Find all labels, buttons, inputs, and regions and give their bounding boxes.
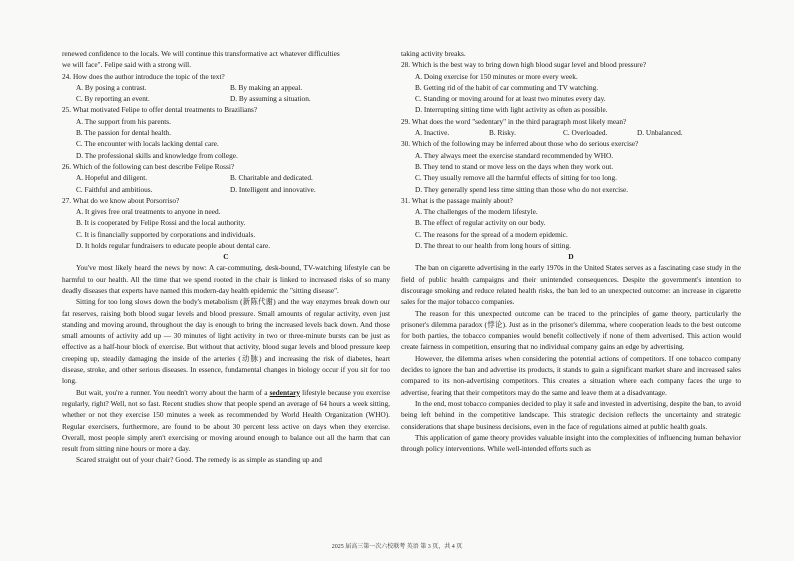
q29-option-a: A. Inactive.	[415, 128, 450, 138]
q27-option-c: C. It is financially supported by corporations and individuals.	[76, 229, 256, 239]
q24-options-row1	[76, 82, 390, 93]
q24-option-d: D. By assuming a situation.	[230, 94, 311, 104]
passage-c-paragraph-3	[62, 387, 390, 455]
passage-c-paragraph-2: Sitting for too long slows down the body's metabolism (新陈代谢) and the way enzymes break down our fat reserves, raising both blood sugar levels and blood pressure. Small amounts of regular activity, even just standing and moving around, throughout the day is enough to bring the increased levels back down. And those small amounts of activity add up — 30 minutes of light activity in two or three-minute bursts can be just as effective as a half-hour block of exercise. But without that activity, blood sugar levels and blood pressure keep creeping up, steadily damaging the inside of the arteries (动脉) and increasing the risk of diabetes, heart disease, stroke, and other serious diseases. In essence, fundamental changes in biology occur if you sit for too long.	[62, 297, 390, 386]
q24-stem: 24. How does the author introduce the topic of the text?	[62, 71, 225, 81]
q25-option-d: D. The professional skills and knowledge from college.	[76, 150, 238, 160]
q26-stem: 26. Which of the following can best describe Felipe Rossi?	[62, 161, 235, 171]
p3-after: lifestyle because you exercise regularly, right? Well, not so fast. Recent studies show that people spend an average of 64 hours a week sitting, whether or not they exercise 150 minutes a week as recommended by World Health Organization (WHO). Regular exercisers, furthermore, are found to be about 30 percent less active on days when they exercise. Overall, most people simply aren't exercising or moving around enough to balance out all the harm that can result from sitting nine hours or more a day.	[62, 387, 390, 454]
q26-options-row2	[76, 184, 390, 195]
q28-option-a: A. Doing exercise for 150 minutes or more every week.	[415, 71, 578, 81]
q26-option-a: A. Hopeful and diligent.	[76, 173, 148, 183]
q26-options-row1	[76, 172, 390, 183]
intro-line-2: we will face". Felipe said with a strong will.	[62, 60, 192, 70]
q25-option-c: C. The encounter with locals lacking dental care.	[76, 139, 219, 149]
q30-option-d: D. They generally spend less time sitting than those who do not exercise.	[415, 184, 629, 194]
q29-option-c: C. Overloaded.	[563, 128, 608, 138]
q31-stem: 31. What is the passage mainly about?	[401, 195, 513, 205]
passage-d-paragraph-3: However, the dilemma arises when considering the potential actions of competitors. If one tobacco company decides to ignore the ban and advertise its products, it stands to gain a significant market share and increased sales compared to its non-advertising competitors. This creates a situation where each company faces the urge to advertise, fearing that their competitors may do the same and leave them at a disadvantage.	[401, 353, 741, 397]
q31-option-c: C. The reasons for the spread of a modern epidemic.	[415, 229, 568, 239]
q27-stem: 27. What do we know about Porsorriso?	[62, 195, 180, 205]
q29-stem: 29. What does the word "sedentary" in the third paragraph most likely mean?	[401, 116, 627, 126]
q27-option-a: A. It gives free oral treatments to anyone in need.	[76, 207, 221, 217]
passage-d-paragraph-4: In the end, most tobacco companies decided to play it safe and invested in advertising, despite the ban, to avoid being left behind in the competitive landscape. This strategic decision reflects the uncertainty and strategic considerations that shape business decisions, even in the face of regulations aimed at public health goals.	[401, 398, 741, 431]
underlined-word-sedentary: sedentary	[269, 387, 300, 397]
passage-d-paragraph-1: The ban on cigarette advertising in the early 1970s in the United States serves as a fascinating case study in the field of public health campaigns and their unintended consequences. Despite the government's intention to discourage smoking and reduce related health risks, the ban led to an unexpected outcome: an increase in cigarette sales for the major tobacco companies.	[401, 263, 741, 307]
q29-option-d: D. Unbalanced.	[637, 128, 683, 138]
q27-option-d: D. It holds regular fundraisers to educate people about dental care.	[76, 241, 271, 251]
q29-options	[415, 127, 741, 138]
right-column	[401, 48, 741, 454]
q28-option-c: C. Standing or moving around for at least two minutes every day.	[415, 94, 606, 104]
q28-option-d: D. Interrupting sitting time with light activity as often as possible.	[415, 105, 608, 115]
q28-stem: 28. Which is the best way to bring down high blood sugar level and blood pressure?	[401, 60, 647, 70]
q24-options-row2	[76, 93, 390, 104]
q31-option-b: B. The effect of regular activity on our body.	[415, 218, 546, 228]
q25-option-a: A. The support from his parents.	[76, 116, 171, 126]
continuation-line: taking activity breaks.	[401, 49, 466, 58]
q30-option-b: B. They tend to stand or move less on the days when they work out.	[415, 161, 614, 171]
page-footer: 2025 届高三第一次六校联考 英语 第 3 页，共 4 页	[331, 544, 463, 550]
q31-option-d: D. The threat to our health from long hours of sitting.	[415, 241, 571, 251]
q28-option-b: B. Getting rid of the habit of car commuting and TV watching.	[415, 82, 599, 92]
q31-option-a: A. The challenges of the modern lifestyle.	[415, 207, 538, 217]
q24-option-a: A. By posing a contrast.	[76, 82, 147, 92]
q26-option-b: B. Charitable and dedicated.	[230, 173, 313, 183]
intro-line-1: renewed confidence to the locals. We will continue this transformative act whatever difficulties	[62, 49, 340, 58]
q27-option-b: B. It is cooperated by Felipe Rossi and the local authority.	[76, 218, 246, 228]
passage-c-paragraph-4: Scared straight out of your chair? Good. The remedy is as simple as standing up and	[76, 455, 322, 465]
q24-option-b: B. By making an appeal.	[230, 82, 303, 92]
passage-d-paragraph-5: This application of game theory provides valuable insight into the complexities of influencing human behavior through policy interventions. While well-intended efforts such as	[401, 432, 741, 454]
q30-option-c: C. They usually remove all the harmful effects of sitting for too long.	[415, 173, 617, 183]
section-c-label: C	[223, 252, 229, 262]
passage-d-paragraph-2: The reason for this unexpected outcome can be traced to the principles of game theory, particularly the prisoner's dilemma paradox (悖论). Just as in the prisoner's dilemma, where cooperation leads to the best outcome for both parties, the tobacco companies would benefit collectively if none of them advertised. This action would create fairness in competition, ensuring that no individual company gains an edge by advertising.	[401, 308, 741, 352]
q25-stem: 25. What motivated Felipe to offer dental treatments to Brazilians?	[62, 105, 258, 115]
q30-option-a: A. They always meet the exercise standard recommended by WHO.	[415, 150, 614, 160]
left-column	[62, 48, 390, 466]
q29-option-b: B. Risky.	[489, 128, 516, 138]
passage-c-paragraph-1: You've most likely heard the news by now: A car-commuting, desk-bound, TV-watching lifestyle can be harmful to our health. All the time that we spend rooted in the chair is linked to increased risks of so many deadly diseases that experts have named this modern-day health epidemic the "sitting disease".	[62, 263, 390, 295]
q25-option-b: B. The passion for dental health.	[76, 128, 171, 138]
p3-before: But wait, you're a runner. You needn't worry about the harm of a	[76, 387, 270, 397]
q26-option-d: D. Intelligent and innovative.	[230, 184, 316, 194]
q24-option-c: C. By reporting an event.	[76, 94, 150, 104]
section-d-label: D	[568, 252, 574, 262]
q30-stem: 30. Which of the following may be inferred about those who do serious exercise?	[401, 139, 639, 149]
q26-option-c: C. Faithful and ambitious.	[76, 184, 153, 194]
